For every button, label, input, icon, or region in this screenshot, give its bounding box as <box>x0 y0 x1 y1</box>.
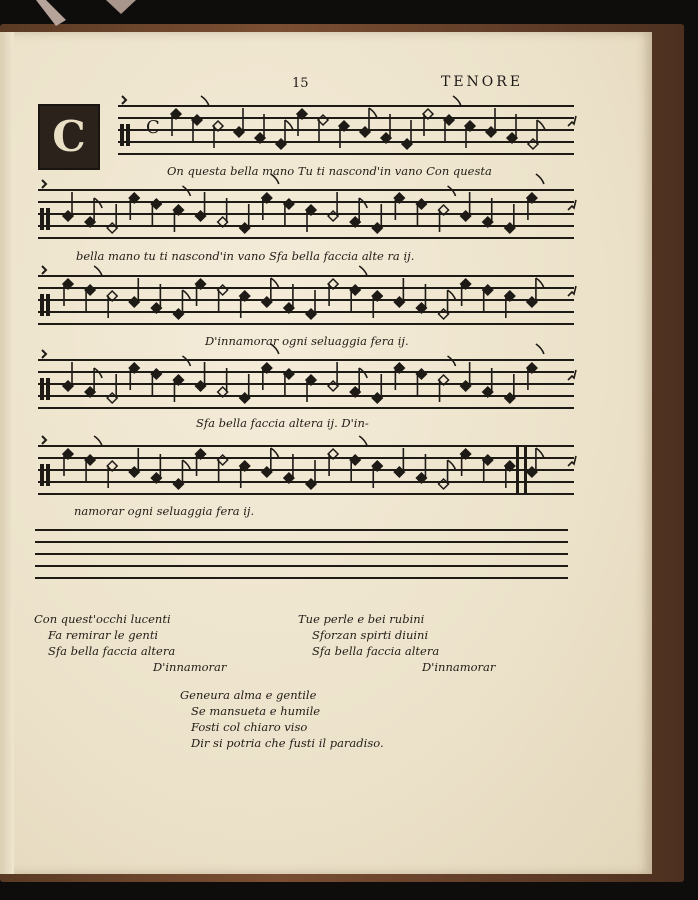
lyric-line-3: D'innamorar ogni seluaggia fera ij. <box>205 334 409 348</box>
flat-sign <box>122 96 126 104</box>
clef-mark <box>40 378 44 400</box>
note-flag <box>536 174 544 184</box>
lyric-line-5: namorar ogni seluaggia fera ij. <box>74 504 255 518</box>
verse-right-2: Sforzan spirti diuini <box>312 628 429 642</box>
note-flag <box>182 460 190 470</box>
verse-left-2: Fa remirar le genti <box>48 628 159 642</box>
clef-mark <box>46 378 50 400</box>
note-flag <box>359 436 367 446</box>
verse-right-3: Sfa bella faccia altera <box>312 644 440 658</box>
verse-center-4: Dir si potria che fusti il paradiso. <box>191 736 384 750</box>
mensuration-sign: C <box>146 117 160 138</box>
clef-mark <box>40 294 44 316</box>
clef-mark <box>40 208 44 230</box>
note-flag <box>359 266 367 276</box>
note-flag <box>285 120 293 130</box>
note-flag <box>537 120 545 130</box>
verse-right-1: Tue perle e bei rubini <box>298 612 425 626</box>
clef-mark <box>46 464 50 486</box>
verse-center-3: Fosti col chiaro viso <box>191 720 308 734</box>
final-bar <box>516 446 519 494</box>
note-flag <box>536 344 544 354</box>
note-flag <box>94 266 102 276</box>
verse-center-2: Se mansueta e humile <box>191 704 321 718</box>
note-flag <box>448 460 456 470</box>
clef-mark <box>120 124 124 146</box>
note-flag <box>271 278 279 288</box>
note-flag <box>271 448 279 458</box>
verse-right-4: D'innamorar <box>422 660 496 674</box>
note-flag <box>448 290 456 300</box>
note-flag <box>369 108 377 118</box>
final-bar <box>524 446 527 494</box>
clef-mark <box>46 208 50 230</box>
lyric-line-1: On questa bella mano Tu ti nascond'in vano Con questa <box>167 164 492 178</box>
page-number: 15 <box>292 76 309 91</box>
flat-sign <box>42 436 46 444</box>
note-flag <box>94 436 102 446</box>
flat-sign <box>42 266 46 274</box>
verse-left-3: Sfa bella faccia altera <box>48 644 176 658</box>
lyric-line-4: Sfa bella faccia altera ij. D'in- <box>196 416 369 430</box>
part-title: TENORE <box>441 74 524 90</box>
clef-mark <box>126 124 130 146</box>
clef-mark <box>46 294 50 316</box>
note-flag <box>182 290 190 300</box>
clef-mark <box>40 464 44 486</box>
verse-left-1: Con quest'occhi lucenti <box>34 612 171 626</box>
verse-center-1: Geneura alma e gentile <box>180 688 317 702</box>
verse-left-4: D'innamorar <box>153 660 227 674</box>
note-flag <box>536 278 544 288</box>
flat-sign <box>42 350 46 358</box>
note-flag <box>453 96 461 106</box>
initial-letter: C <box>52 112 86 161</box>
lyric-line-2: bella mano tu ti nascond'in vano Sfa bella faccia alte ra ij. <box>76 249 415 263</box>
flat-sign <box>42 180 46 188</box>
note-flag <box>536 448 544 458</box>
note-flag <box>201 96 209 106</box>
